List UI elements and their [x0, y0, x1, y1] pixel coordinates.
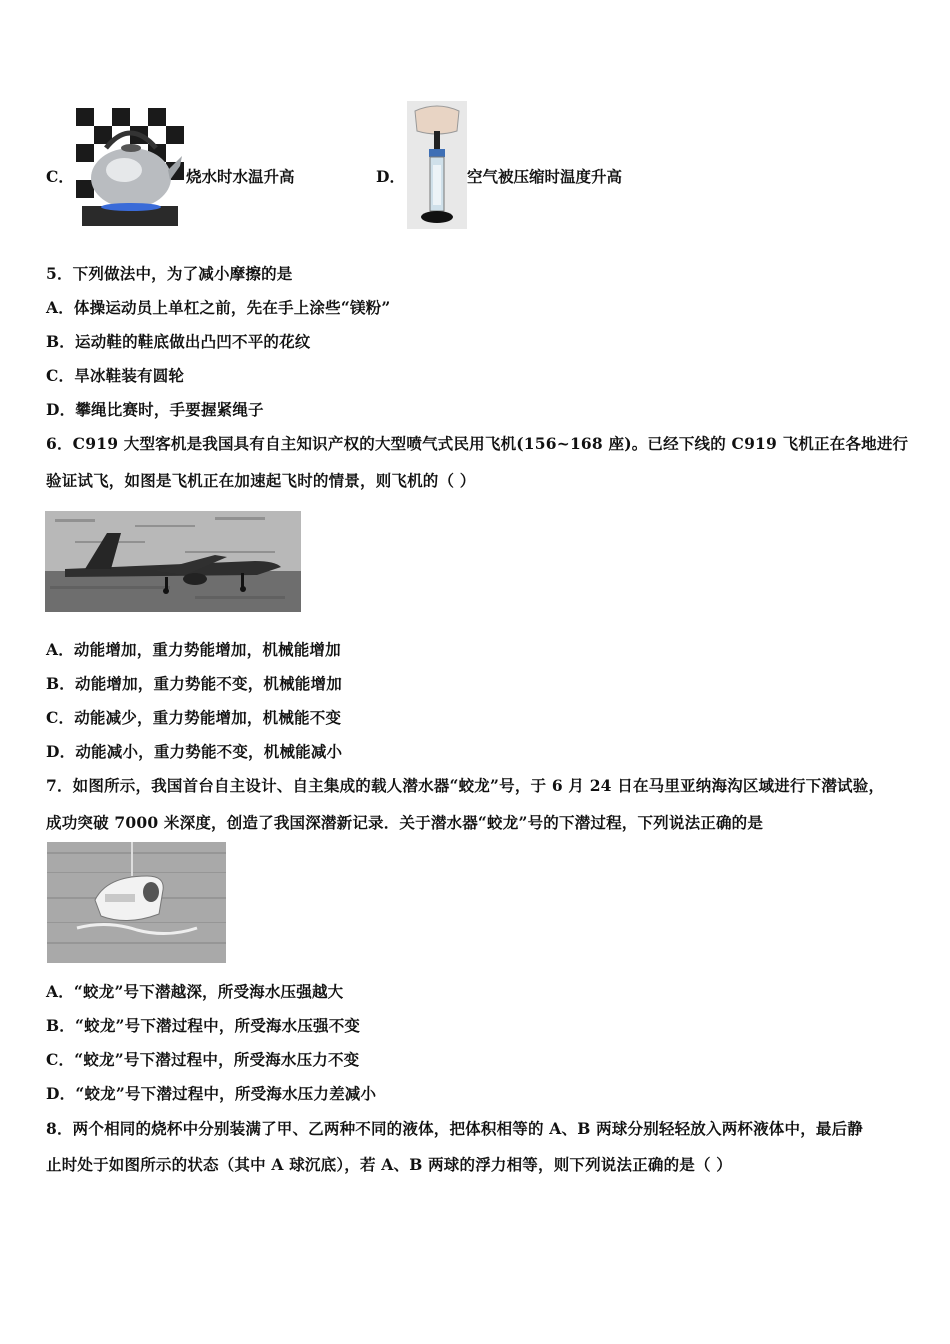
q4-option-d-text: 空气被压缩时温度升高 [467, 167, 623, 186]
q7-option-c: C．“蛟龙”号下潜过程中，所受海水压力不变 [46, 1050, 360, 1069]
kettle-image [76, 108, 184, 230]
q5-stem: 5．下列做法中，为了减小摩擦的是 [46, 264, 293, 283]
q4-option-d-label: D． [376, 167, 405, 186]
q4-option-c-text: 烧水时水温升高 [186, 167, 295, 186]
q6-option-a: A．动能增加，重力势能增加，机械能增加 [46, 640, 341, 659]
air-pump-image [407, 101, 467, 229]
q7-stem-line2: 成功突破 7000 米深度，创造了我国深潜新记录．关于潜水器“蛟龙”号的下潜过程，下列说法正确的是 [46, 813, 764, 832]
q7-stem-line1: 7．如图所示，我国首台自主设计、自主集成的载人潜水器“蛟龙”号，于 6 月 24 日在马里亚纳海沟区域进行下潜试验， [46, 776, 885, 795]
airplane-takeoff-image [45, 511, 301, 612]
q6-stem-line2: 验证试飞，如图是飞机正在加速起飞时的情景，则飞机的（ ） [46, 471, 476, 490]
q5-option-c: C．旱冰鞋装有圆轮 [46, 366, 185, 385]
q5-option-a: A．体操运动员上单杠之前，先在手上涂些“镁粉” [46, 298, 391, 317]
q7-option-d: D．“蛟龙”号下潜过程中，所受海水压力差减小 [46, 1084, 377, 1103]
q8-stem-line1: 8．两个相同的烧杯中分别装满了甲、乙两种不同的液体，把体积相等的 A、B 两球分别轻轻放入两杯液体中，最后静 [46, 1119, 864, 1138]
q5-option-d: D．攀绳比赛时，手要握紧绳子 [46, 400, 264, 419]
submersible-image [47, 842, 226, 963]
q8-stem-line2: 止时处于如图所示的状态（其中 A 球沉底），若 A、B 两球的浮力相等，则下列说法正确的是（ ） [46, 1155, 732, 1174]
q4-option-c-label: C． [46, 167, 74, 186]
q5-option-b: B．运动鞋的鞋底做出凸凹不平的花纹 [46, 332, 311, 351]
q6-stem-line1: 6．C919 大型客机是我国具有自主知识产权的大型喷气式民用飞机(156~168 座)。已经下线的 C919 飞机正在各地进行 [46, 434, 909, 453]
q6-option-c: C．动能减少，重力势能增加，机械能不变 [46, 708, 342, 727]
q7-option-b: B．“蛟龙”号下潜过程中，所受海水压强不变 [46, 1016, 361, 1035]
q6-option-b: B．动能增加，重力势能不变，机械能增加 [46, 674, 342, 693]
q6-option-d: D．动能减小，重力势能不变，机械能减小 [46, 742, 343, 761]
q7-option-a: A．“蛟龙”号下潜越深，所受海水压强越大 [46, 982, 344, 1001]
